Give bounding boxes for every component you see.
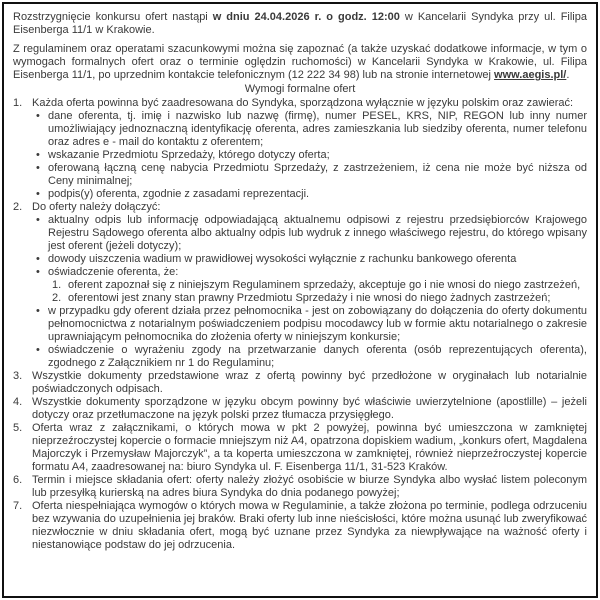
bullet-text: oferowaną łączną cenę nabycia Przedmiotu Sprzedaży, z zastrzeżeniem, iż cena nie może być niższa od Ceny minimalnej;	[48, 162, 587, 187]
website-url: www.aegis.pl/	[494, 69, 567, 81]
item-number: 5.	[13, 422, 23, 434]
bullet-item	[32, 214, 587, 253]
bullet-icon: •	[36, 214, 40, 226]
bullet-item	[32, 305, 587, 344]
sub-item-number: 1.	[52, 279, 62, 291]
item-text: Wszystkie dokumenty sporządzone w języku obcym powinny być właściwie uwierzytelnione (apostlille) – jeżeli dotyczy oraz przetłumaczone na język polski przez tłumacza przysięgłego.	[32, 396, 587, 421]
requirement-item	[13, 370, 587, 396]
bullet-text: oświadczenie oferenta, że:	[48, 266, 179, 278]
information-paragraph	[13, 43, 587, 82]
tender-notice-document	[2, 2, 598, 598]
bullet-text: aktualny odpis lub informację odpowiadającą aktualnemu odpisowi z rejestru przedsiębiorców Krajowego Rejestru Sądowego oferenta albo aktualny odpis lub wydruk z innego właściwego rejestru, do którego wpisany jest oferent (jeżeli dotyczy);	[48, 214, 587, 252]
bullet-icon: •	[36, 188, 40, 200]
requirement-item	[13, 97, 587, 201]
sub-item-text: oferentowi jest znany stan prawny Przedmiotu Sprzedaży i nie wnosi do niego żadnych zastrzeżeń;	[68, 292, 551, 304]
bullet-item	[32, 253, 587, 266]
sub-item	[52, 292, 587, 305]
bullet-item	[32, 344, 587, 370]
item-number: 7.	[13, 500, 23, 512]
bullet-item	[32, 110, 587, 149]
resolution-date: w dniu 24.04.2026 r. o godz. 12:00	[212, 11, 400, 23]
item-text: Termin i miejsce składania ofert: oferty należy złożyć osobiście w biurze Syndyka albo wysłać listem poleconym lub przesyłką kurierską na adres biura Syndyka do dnia podanego powyżej;	[32, 474, 587, 499]
resolution-text-pre: Rozstrzygnięcie konkursu ofert nastąpi	[13, 11, 213, 23]
bullet-item	[32, 149, 587, 162]
requirement-item	[13, 422, 587, 474]
item-number: 4.	[13, 396, 23, 408]
requirement-item	[13, 500, 587, 552]
item-number: 6.	[13, 474, 23, 486]
bullet-icon: •	[36, 305, 40, 317]
bullet-item	[32, 188, 587, 201]
requirements-list	[13, 97, 587, 552]
bullet-text: dowody uiszczenia wadium w prawidłowej wysokości wyłącznie z rachunku bankowego oferenta	[48, 253, 517, 265]
resolution-paragraph	[13, 11, 587, 37]
section-heading: Wymogi formalne ofert	[244, 83, 356, 95]
requirement-item	[13, 474, 587, 500]
information-text-pre: Z regulaminem oraz operatami szacunkowymi można się zapoznać (a także uzyskać dodatkowe informacje, w tym o wymogach formalnych ofert oraz o terminie oględzin ruchomości) w Kancelarii Syndyka w Krakowie, ul. Filipa Eisenberga 11/1, po uprzednim kontakcie telefonicznym (12 222 34 98) lub na stronie internetowej	[13, 43, 587, 81]
sub-item-text: oferent zapoznał się z niniejszym Regulaminem sprzedaży, akceptuje go i nie wnosi do niego zastrzeżeń,	[68, 279, 581, 291]
requirement-item	[13, 201, 587, 370]
item-number: 3.	[13, 370, 23, 382]
item-text: Każda oferta powinna być zaadresowana do Syndyka, sporządzona wyłącznie w języku polskim oraz zawierać:	[32, 97, 574, 109]
bullet-item	[32, 162, 587, 188]
item-text: Wszystkie dokumenty przedstawione wraz z ofertą powinny być przedłożone w oryginałach lub notarialnie poświadczonych odpisach.	[32, 370, 587, 395]
bullet-text: oświadczenie o wyrażeniu zgody na przetwarzanie danych oferenta (osób reprezentujących oferenta), zgodnego z Załącznikiem nr 1 do Regulaminu;	[48, 344, 587, 369]
sub-item-number: 2.	[52, 292, 62, 304]
bullet-icon: •	[36, 266, 40, 278]
item-text: Oferta niespełniająca wymogów o których mowa w Regulaminie, a także złożona po terminie, podlega odrzuceniu bez wzywania do uzupełnienia jej braków. Braki oferty lub inne nieścisłości, które można usunąć lub zweryfikować niezwłocznie w dniu składania ofert, mogą być uznane przez Syndyka za niewpływające na ważność oferty i niestanowiące podstaw do jej odrzucenia.	[32, 500, 587, 551]
requirement-item	[13, 396, 587, 422]
bullet-text: podpis(y) oferenta, zgodnie z zasadami reprezentacji.	[48, 188, 310, 200]
bullet-text: wskazanie Przedmiotu Sprzedaży, którego dotyczy oferta;	[48, 149, 330, 161]
bullet-text: w przypadku gdy oferent działa przez pełnomocnika - jest on zobowiązany do dołączenia do oferty dokumentu pełnomocnictwa z notarialnym poświadczeniem podpisu mocodawcy lub w formie aktu notarialnego o zakresie uprawniającym pełnomocnika do złożenia oferty w niniejszym konkursie;	[48, 305, 587, 343]
item-number: 1.	[13, 97, 23, 109]
bullet-item	[32, 266, 587, 305]
sub-item	[52, 279, 587, 292]
bullet-icon: •	[36, 344, 40, 356]
bullet-text: dane oferenta, tj. imię i nazwisko lub nazwę (firmę), numer PESEL, KRS, NIP, REGON lub inny numer umożliwiający jednoznaczną identyfikację oferenta, adres zamieszkania lub siedziby oferenta, numer telefonu oraz adres e - mail do kontaktu z oferentem;	[48, 110, 587, 148]
resolution-text-post: w Kancelarii Syndyka przy ul. Filipa Eisenberga 11/1 w Krakowie.	[13, 11, 587, 36]
item-number: 2.	[13, 201, 23, 213]
item-text: Oferta wraz z załącznikami, o których mowa w pkt 2 powyżej, powinna być umieszczona w zamkniętej nieprzeźroczystej kopercie o formacie mniejszym niż A4, opatrzona dopiskiem wadium, „konkurs ofert, Magdalena Majorczyk i Przemysław Majorczyk”, a ta koperta umieszczona w zamkniętej, również nieprzeźroczystej kopercie formatu A4, zaadresowanej na: biuro Syndyka ul. F. Eisenberga 11/1, 31-523 Kraków.	[32, 422, 587, 473]
bullet-icon: •	[36, 253, 40, 265]
bullet-icon: •	[36, 110, 40, 122]
item-text: Do oferty należy dołączyć:	[32, 201, 161, 213]
bullet-icon: •	[36, 162, 40, 174]
bullet-icon: •	[36, 149, 40, 161]
information-text-post: .	[566, 69, 570, 81]
